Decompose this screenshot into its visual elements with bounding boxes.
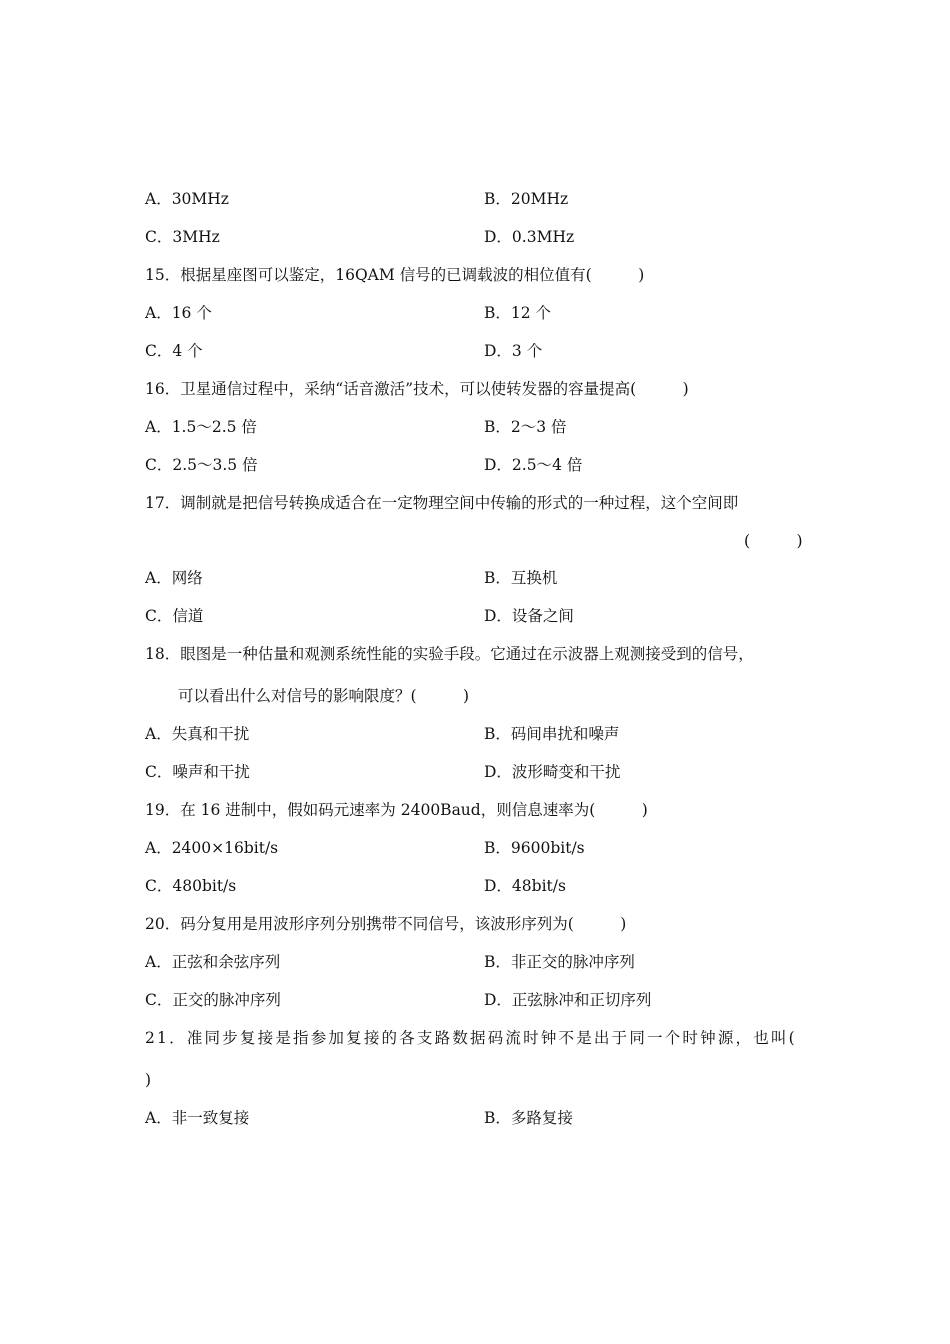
q16-option-b: B．2～3 倍 [484,418,567,436]
q18-stem: 18．眼图是一种估量和观测系统性能的实验手段。它通过在示波器上观测接受到的信号， [145,645,754,663]
q14-option-d: D．0.3MHz [484,228,575,246]
q18-option-a: A．失真和干扰 [145,725,250,743]
q16-stem: 16．卫星通信过程中，采纳“话音激活”技术，可以使转发器的容量提高( ) [145,380,689,398]
q15-option-b: B．12 个 [484,304,552,322]
q21-option-b: B．多路复接 [484,1109,573,1127]
q14-option-a: A．30MHz [145,190,229,208]
q17-option-b: B．互换机 [484,569,558,587]
q21-stem-continued: ) [145,1071,152,1089]
q20-stem: 20．码分复用是用波形序列分别携带不同信号，该波形序列为( ) [145,915,627,933]
q19-option-a: A．2400×16bit/s [145,839,279,857]
q20-option-d: D．正弦脉冲和正切序列 [484,991,652,1009]
q17-stem: 17．调制就是把信号转换成适合在一定物理空间中传输的形式的一种过程，这个空间即 [145,494,739,512]
q20-option-b: B．非正交的脉冲序列 [484,953,635,971]
q21-option-a: A．非一致复接 [145,1109,250,1127]
q19-option-c: C．480bit/s [145,877,237,895]
q18-option-b: B．码间串扰和噪声 [484,725,620,743]
q20-option-a: A．正弦和余弦序列 [145,953,281,971]
q19-stem: 19．在 16 进制中，假如码元速率为 2400Baud，则信息速率为( ) [145,801,648,819]
q14-option-b: B．20MHz [484,190,569,208]
q17-option-c: C．信道 [145,607,204,625]
q14-option-c: C．3MHz [145,228,220,246]
q15-option-d: D．3 个 [484,342,543,360]
q18-option-d: D．波形畸变和干扰 [484,763,621,781]
q16-option-d: D．2.5～4 倍 [484,456,583,474]
q20-option-c: C．正交的脉冲序列 [145,991,281,1009]
q19-option-d: D．48bit/s [484,877,566,895]
q19-option-b: B．9600bit/s [484,839,585,857]
q17-option-d: D．设备之间 [484,607,574,625]
q21-stem: 21．准同步复接是指参加复接的各支路数据码流时钟不是出于同一个时钟源，也叫( [145,1029,797,1047]
q15-option-a: A．16 个 [145,304,212,322]
q17-answer-blank: ( ) [744,532,803,550]
q16-option-c: C．2.5～3.5 倍 [145,456,258,474]
q15-stem: 15．根据星座图可以鉴定，16QAM 信号的已调载波的相位值有( ) [145,266,645,284]
q18-option-c: C．噪声和干扰 [145,763,250,781]
q15-option-c: C．4 个 [145,342,203,360]
q17-option-a: A．网络 [145,569,203,587]
q16-option-a: A．1.5～2.5 倍 [145,418,257,436]
q18-stem-continued: 可以看出什么对信号的影响限度？( ) [178,687,470,705]
